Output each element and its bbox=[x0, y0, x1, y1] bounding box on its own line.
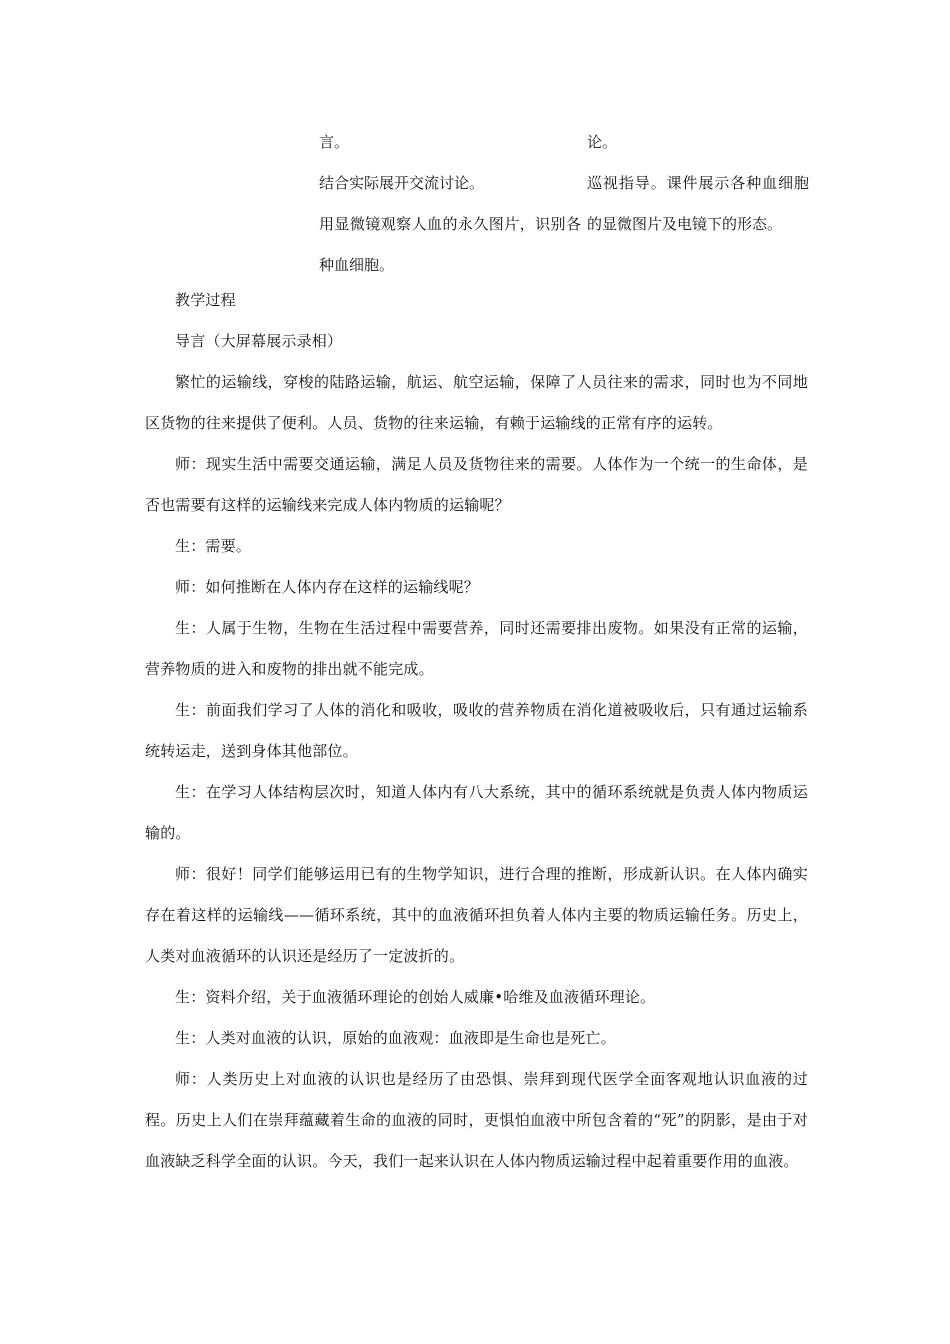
paragraph: 师：很好！同学们能够运用已有的生物学知识，进行合理的推断，形成新认识。在人体内确实存在着这样的运输线——循环系统，其中的血液循环担负着人体内主要的物质运输任务。历史上，人类对血液循环的认识还是经历了一定波折的。 bbox=[145, 865, 808, 965]
paragraph: 生：需要。 bbox=[175, 537, 252, 555]
paragraph: 生：在学习人体结构层次时，知道人体内有八大系统，其中的循环系统就是负责人体内物质运输的。 bbox=[145, 783, 808, 842]
table-right-cell: 论。 bbox=[587, 133, 618, 151]
table-left-column bbox=[319, 122, 581, 286]
paragraph: 师：人类历史上对血液的认识也是经历了由恐惧、崇拜到现代医学全面客观地认识血液的过程。历史上人们在崇拜蕴藏着生命的血液的同时，更惧怕血液中所包含着的“死”的阴影，是由于对血液缺乏科学全面的认识。今天，我们一起来认识在人体内物质运输过程中起着重要作用的血液。 bbox=[145, 1070, 808, 1170]
paragraph: 师：现实生活中需要交通运输，满足人员及货物往来的需要。人体作为一个统一的生命体，是否也需要有这样的运输线来完成人体内物质的运输呢？ bbox=[145, 455, 808, 514]
table-left-cell: 言。 bbox=[319, 133, 350, 151]
paragraph: 生：前面我们学习了人体的消化和吸收，吸收的营养物质在消化道被吸收后，只有通过运输系统转运走，送到身体其他部位。 bbox=[145, 701, 808, 760]
paragraph: 师：如何推断在人体内存在这样的运输线呢？ bbox=[175, 578, 480, 596]
paragraph: 生：资料介绍，关于血液循环理论的创始人威廉•哈维及血液循环理论。 bbox=[175, 988, 656, 1006]
table-right-cell: 巡视指导。课件展示各种血细胞的显微图片及电镜下的形态。 bbox=[587, 174, 809, 233]
table-right-column bbox=[587, 122, 809, 245]
table-left-cell: 用显微镜观察人血的永久图片，识别各种血细胞。 bbox=[319, 215, 581, 274]
paragraph: 繁忙的运输线，穿梭的陆路运输，航运、航空运输，保障了人员往来的需求，同时也为不同地区货物的往来提供了便利。人员、货物的往来运输，有赖于运输线的正常有序的运转。 bbox=[145, 373, 808, 432]
paragraph: 生：人类对血液的认识，原始的血液观：血液即是生命也是死亡。 bbox=[175, 1029, 616, 1047]
table-left-cell: 结合实际展开交流讨论。 bbox=[319, 174, 485, 192]
section-title: 教学过程 bbox=[175, 291, 236, 309]
paragraph: 生：人属于生物，生物在生活过程中需要营养，同时还需要排出废物。如果没有正常的运输，营养物质的进入和废物的排出就不能完成。 bbox=[145, 619, 808, 678]
body-text bbox=[145, 280, 808, 1182]
intro-heading: 导言（大屏幕展示录相） bbox=[175, 332, 343, 350]
